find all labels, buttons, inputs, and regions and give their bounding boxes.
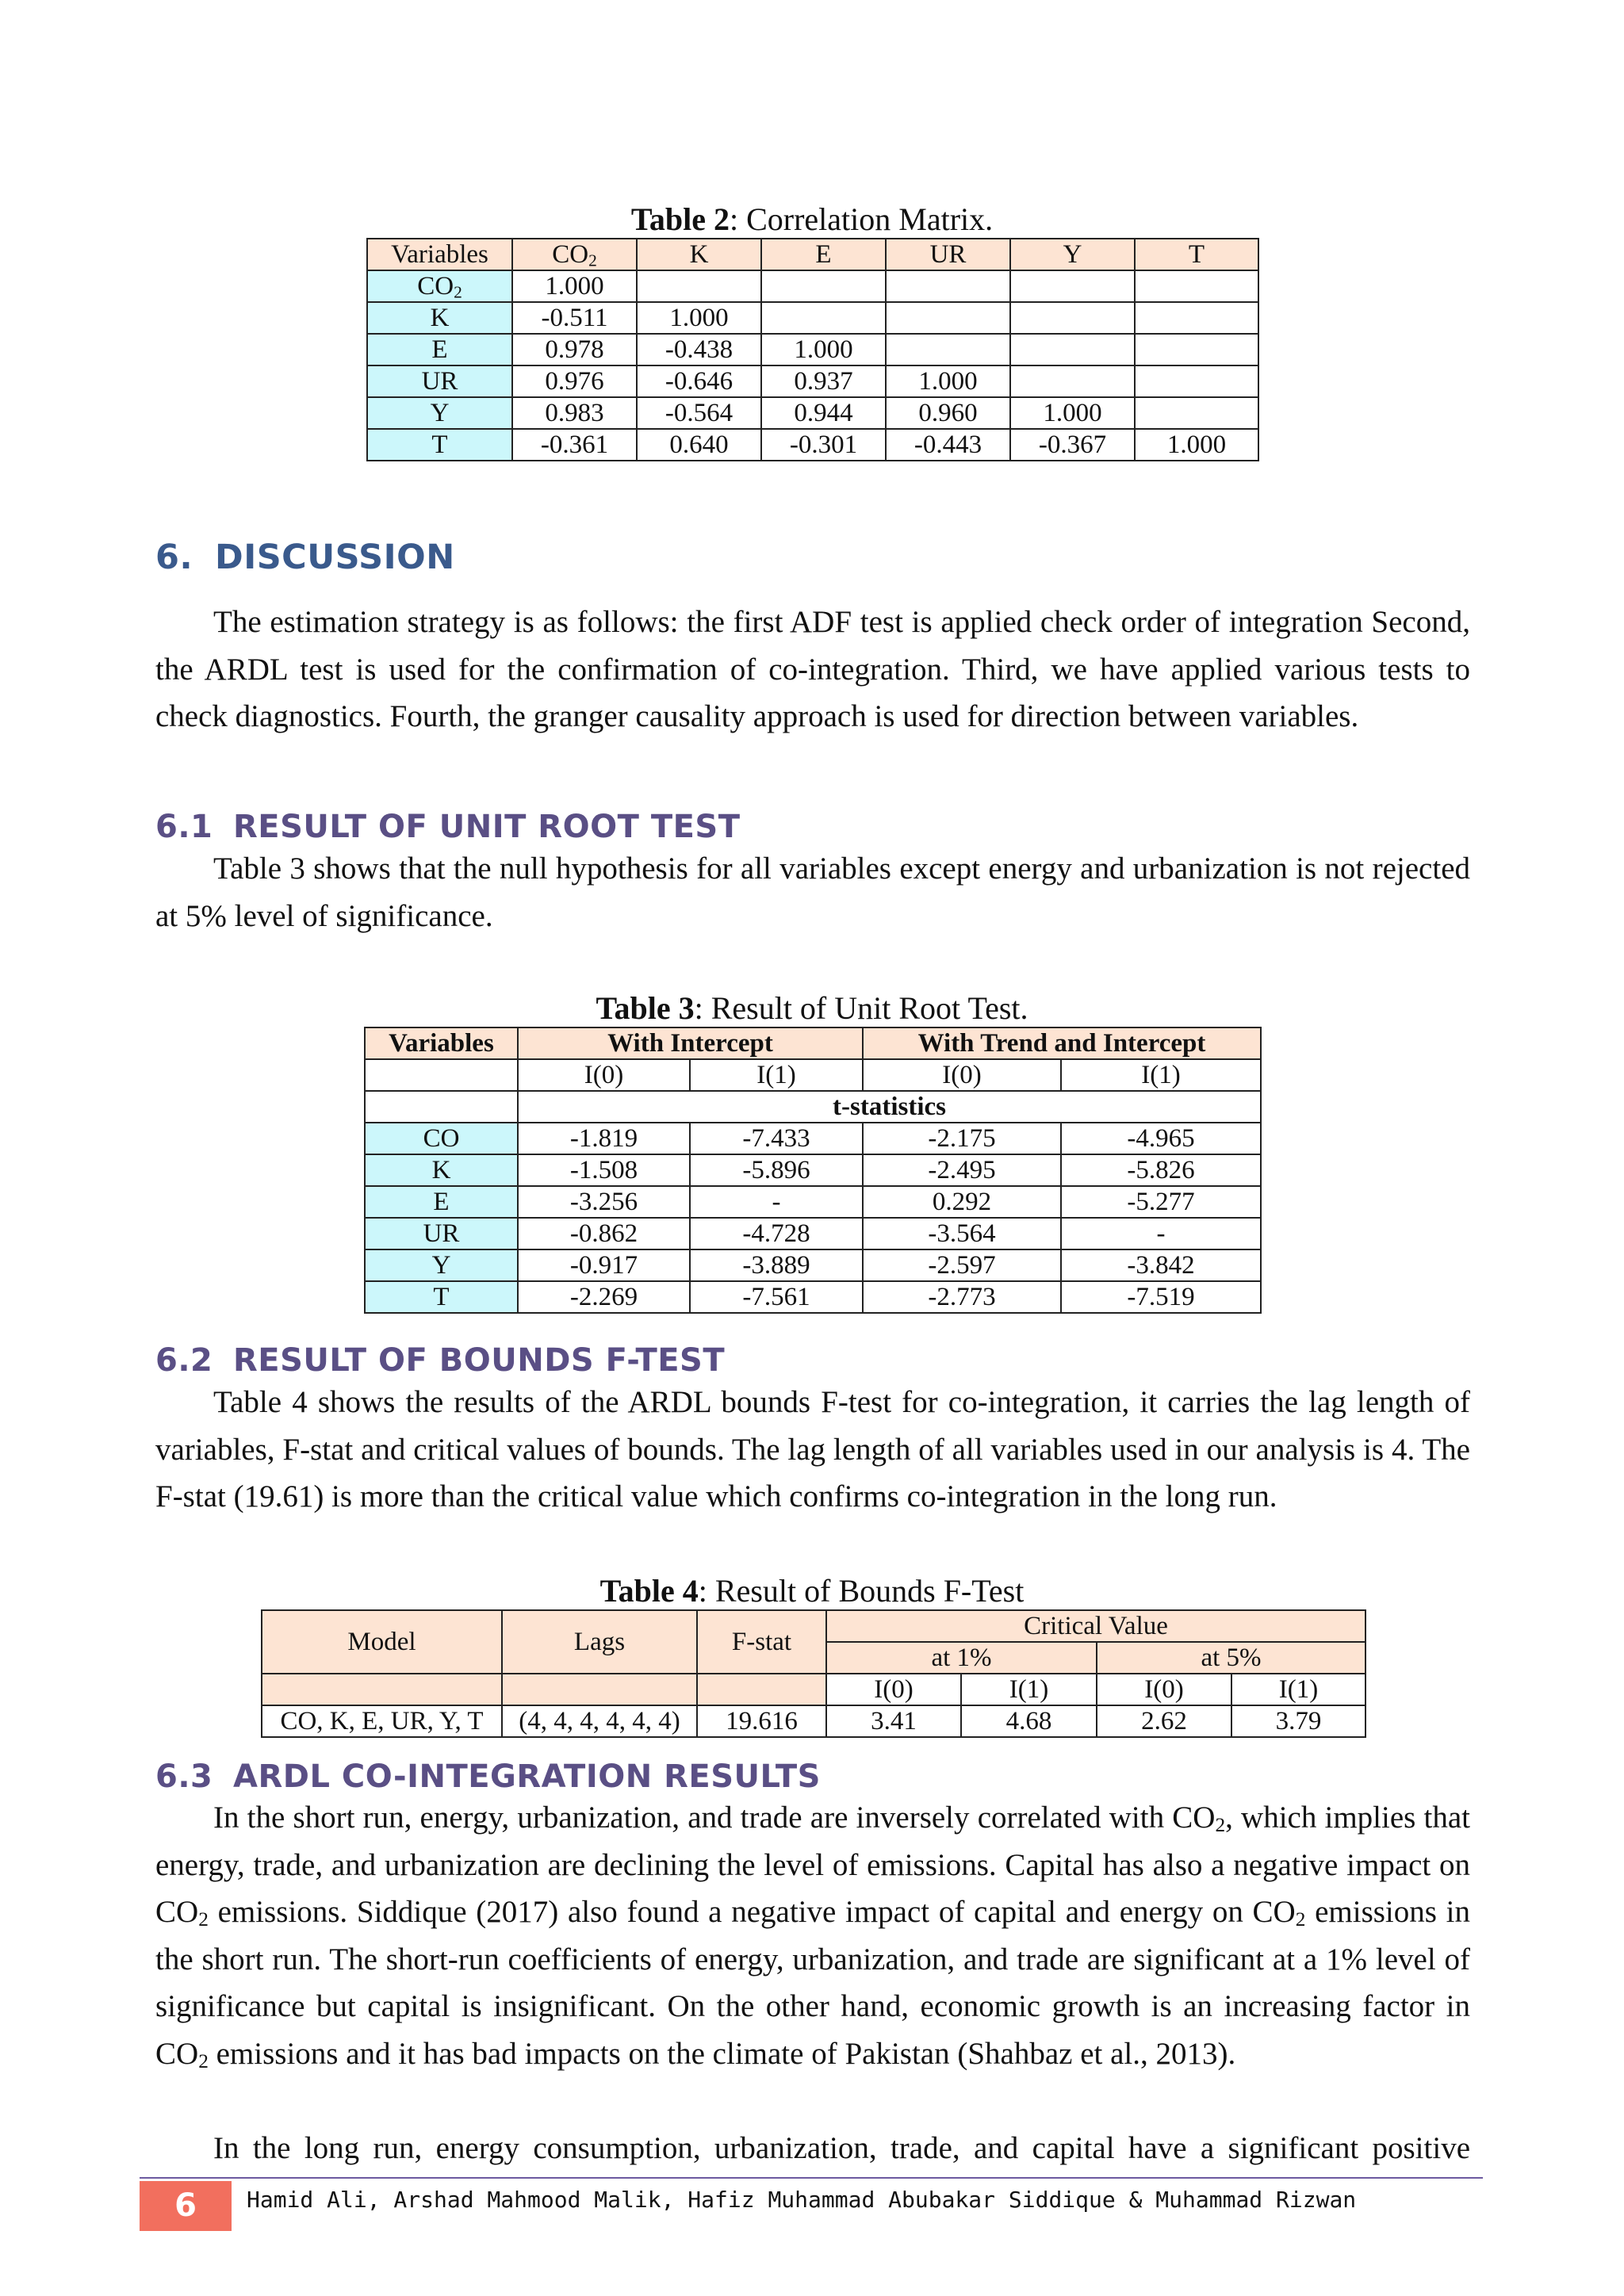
table-row	[262, 1705, 1365, 1737]
row-header-cell: T	[367, 429, 512, 461]
table-cell: 0.640	[637, 429, 761, 461]
table-row	[367, 302, 1258, 334]
header-cell: With Intercept	[518, 1027, 863, 1059]
row-header-cell: UR	[367, 365, 512, 397]
table-cell: 0.937	[761, 365, 886, 397]
table-cell: CO, K, E, UR, Y, T	[262, 1705, 502, 1737]
table-header-row	[367, 239, 1258, 270]
table-cell	[886, 302, 1010, 334]
table3-label: Table 3	[596, 990, 695, 1026]
table-cell: -2.495	[863, 1154, 1061, 1186]
table-cell	[1010, 334, 1135, 365]
table-cell: 2.62	[1097, 1705, 1231, 1737]
section-heading-ardl	[155, 1758, 821, 1795]
table-cell: 1.000	[637, 302, 761, 334]
table-cell: 0.983	[512, 397, 637, 429]
table-row	[365, 1186, 1261, 1218]
table-cell	[761, 302, 886, 334]
header-cell: UR	[886, 239, 1010, 270]
header-cell: Y	[1010, 239, 1135, 270]
table-cell: 1.000	[761, 334, 886, 365]
tstat-label: t-statistics	[518, 1091, 1261, 1123]
table-cell: 0.960	[886, 397, 1010, 429]
table-cell	[886, 270, 1010, 302]
table-row	[365, 1154, 1261, 1186]
paragraph-text: emissions. Siddique (2017) also found a negative impact of capital and energy on CO	[208, 1895, 1296, 1929]
table-header-row	[262, 1610, 1365, 1642]
section-number: 6.3	[155, 1758, 213, 1795]
paragraph-text: Table 4 shows the results of the ARDL bounds F-test for co-integration, it carries the lag length of variables, F-stat and critical values of bounds. The lag length of all variables used in our analysis is 4. The F-stat (19.61) is more than the critical value which confirms co-integration in the long run.	[155, 1385, 1470, 1513]
table-cell: -1.508	[518, 1154, 690, 1186]
table-cell: -3.889	[690, 1249, 863, 1281]
table-cell	[1135, 270, 1258, 302]
table-cell	[1135, 365, 1258, 397]
table-cell: 1.000	[886, 365, 1010, 397]
subheader-cell: I(1)	[961, 1674, 1097, 1705]
table-cell: 19.616	[697, 1705, 826, 1737]
discussion-paragraph	[155, 599, 1470, 740]
table-cell: -1.819	[518, 1123, 690, 1154]
empty-cell	[365, 1091, 518, 1123]
subheader-cell: I(0)	[518, 1059, 690, 1091]
section-number: 6.1	[155, 809, 213, 845]
table-subheader-row	[262, 1674, 1365, 1705]
table-cell: -5.277	[1061, 1186, 1261, 1218]
header-cell: E	[761, 239, 886, 270]
footer-authors: Hamid Ali, Arshad Mahmood Malik, Hafiz Muhammad Abubakar Siddique & Muhammad Rizwan	[247, 2187, 1357, 2213]
header-cell: at 5%	[1097, 1642, 1365, 1674]
header-cell: Variables	[367, 239, 512, 270]
row-header-cell: K	[367, 302, 512, 334]
table-cell: -5.896	[690, 1154, 863, 1186]
section-heading-bounds	[155, 1342, 725, 1379]
table-cell: 4.68	[961, 1705, 1097, 1737]
table-row	[367, 397, 1258, 429]
table-cell: -0.438	[637, 334, 761, 365]
table-cell	[761, 270, 886, 302]
table-cell	[1010, 302, 1135, 334]
ardl-paragraph-2	[155, 2125, 1470, 2172]
table-cell	[637, 270, 761, 302]
table-subheader-row	[365, 1059, 1261, 1091]
table-cell	[1135, 334, 1258, 365]
table-cell: 0.978	[512, 334, 637, 365]
subscript: 2	[1215, 1814, 1226, 1837]
table-cell: -	[690, 1186, 863, 1218]
table-cell: 1.000	[1135, 429, 1258, 461]
section-title: DISCUSSION	[215, 538, 455, 577]
footer-divider	[140, 2177, 1483, 2179]
table-cell: -0.564	[637, 397, 761, 429]
table-cell	[886, 334, 1010, 365]
table-cell: -0.862	[518, 1218, 690, 1249]
table-cell: -4.965	[1061, 1123, 1261, 1154]
paragraph-text: In the long run, energy consumption, urbanization, trade, and capital have a significant positive	[213, 2131, 1470, 2165]
header-cell: K	[637, 239, 761, 270]
section-title: RESULT OF BOUNDS F-TEST	[233, 1342, 726, 1379]
paragraph-text: emissions and it has bad impacts on the climate of Pakistan (Shahbaz et al., 2013).	[208, 2036, 1236, 2071]
section-heading-discussion	[155, 538, 455, 577]
subscript: 2	[1295, 1908, 1306, 1931]
table-cell: -2.773	[863, 1281, 1061, 1313]
subscript: 2	[198, 1908, 209, 1931]
table-cell: -7.433	[690, 1123, 863, 1154]
table-cell: -3.564	[863, 1218, 1061, 1249]
table-cell: -0.301	[761, 429, 886, 461]
table-cell: 3.41	[826, 1705, 961, 1737]
subscript: 2	[198, 2049, 209, 2072]
table-cell: 3.79	[1231, 1705, 1365, 1737]
table-cell: 1.000	[1010, 397, 1135, 429]
table-row	[367, 365, 1258, 397]
table-cell: -2.269	[518, 1281, 690, 1313]
header-cell: With Trend and Intercept	[863, 1027, 1261, 1059]
correlation-matrix-table	[366, 238, 1259, 461]
table-cell: -7.561	[690, 1281, 863, 1313]
table3-title: : Result of Unit Root Test.	[694, 990, 1028, 1026]
row-header-cell: K	[365, 1154, 518, 1186]
row-header-cell: CO	[365, 1123, 518, 1154]
table-subheader-row	[365, 1091, 1261, 1123]
row-header-cell: Y	[365, 1249, 518, 1281]
section-number: 6.	[155, 538, 193, 577]
subheader-cell: I(1)	[1231, 1674, 1365, 1705]
table-row	[365, 1281, 1261, 1313]
table-row	[367, 429, 1258, 461]
paragraph-text: Table 3 shows that the null hypothesis for all variables except energy and urbanization is not rejected at 5% level of significance.	[155, 851, 1470, 933]
row-header-cell: E	[367, 334, 512, 365]
table-row	[367, 334, 1258, 365]
table-cell: -4.728	[690, 1218, 863, 1249]
section-title: RESULT OF UNIT ROOT TEST	[233, 809, 741, 845]
row-header-cell: T	[365, 1281, 518, 1313]
table-cell: -	[1061, 1218, 1261, 1249]
table-cell	[1010, 365, 1135, 397]
header-cell: $CO_2$	[512, 239, 637, 270]
table-row	[365, 1249, 1261, 1281]
section-number: 6.2	[155, 1342, 213, 1379]
table-cell: (4, 4, 4, 4, 4, 4)	[502, 1705, 697, 1737]
empty-cell	[365, 1059, 518, 1091]
empty-cell	[697, 1674, 826, 1705]
page-number: 6	[140, 2181, 232, 2231]
table-cell: -0.511	[512, 302, 637, 334]
empty-cell	[262, 1674, 502, 1705]
paragraph-text: In the short run, energy, urbanization, and trade are inversely correlated with CO	[213, 1800, 1216, 1835]
table-cell: -0.361	[512, 429, 637, 461]
table-cell: -5.826	[1061, 1154, 1261, 1186]
table4-caption	[0, 1572, 1624, 1609]
table-cell: -2.597	[863, 1249, 1061, 1281]
empty-cell	[502, 1674, 697, 1705]
table-cell	[1135, 397, 1258, 429]
row-header-cell: E	[365, 1186, 518, 1218]
bounds-test-table	[261, 1609, 1366, 1738]
table-cell: 0.292	[863, 1186, 1061, 1218]
table2-caption	[0, 201, 1624, 238]
ardl-paragraph-1	[155, 1794, 1470, 2077]
table4-title: : Result of Bounds F-Test	[698, 1573, 1025, 1609]
header-cell: Lags	[502, 1610, 697, 1674]
table-cell: 0.944	[761, 397, 886, 429]
table-cell: -0.917	[518, 1249, 690, 1281]
bounds-paragraph	[155, 1379, 1470, 1521]
table-cell: -7.519	[1061, 1281, 1261, 1313]
table-cell: -0.367	[1010, 429, 1135, 461]
paragraph-text: The estimation strategy is as follows: the first ADF test is applied check order of integration Second, the ARDL test is used for the confirmation of co-integration. Third, we have applied various tests to check diagnostics. Fourth, the granger causality approach is used for direction between variables.	[155, 605, 1470, 733]
table-cell: -0.646	[637, 365, 761, 397]
table-cell	[1135, 302, 1258, 334]
subheader-cell: I(0)	[863, 1059, 1061, 1091]
header-cell: Critical Value	[826, 1610, 1365, 1642]
table2-title: : Correlation Matrix.	[729, 201, 994, 237]
table3-caption	[0, 989, 1624, 1027]
subheader-cell: I(1)	[690, 1059, 863, 1091]
table-cell	[1010, 270, 1135, 302]
unit-root-paragraph	[155, 845, 1470, 939]
paragraph-text: emissions in the short run. The short-run coefficients of energy, urbanization, and trade are significant at a 1% level of significance but capital is insignificant. On the other hand, economic growth is an increasing factor in CO	[155, 1895, 1470, 2071]
table-cell: 0.976	[512, 365, 637, 397]
unit-root-table	[364, 1027, 1262, 1314]
row-header-cell: Y	[367, 397, 512, 429]
table-cell: -2.175	[863, 1123, 1061, 1154]
table-row	[365, 1218, 1261, 1249]
header-cell: at 1%	[826, 1642, 1097, 1674]
section-heading-unit-root	[155, 809, 741, 845]
subheader-cell: I(1)	[1061, 1059, 1261, 1091]
table-cell: -3.256	[518, 1186, 690, 1218]
table-row	[367, 270, 1258, 302]
header-cell: Variables	[365, 1027, 518, 1059]
row-header-cell: $CO_2$	[367, 270, 512, 302]
subheader-cell: I(0)	[1097, 1674, 1231, 1705]
table-row	[365, 1123, 1261, 1154]
table-cell: -3.842	[1061, 1249, 1261, 1281]
table2-label: Table 2	[630, 201, 730, 237]
table-header-row	[365, 1027, 1261, 1059]
table4-label: Table 4	[599, 1573, 699, 1609]
subheader-cell: I(0)	[826, 1674, 961, 1705]
header-cell: F-stat	[697, 1610, 826, 1674]
table-cell: 1.000	[512, 270, 637, 302]
header-cell: T	[1135, 239, 1258, 270]
paragraph-text: , which implies that energy, trade, and urbanization are declining the level of emissions. Capital has also a negative impact on CO	[155, 1800, 1470, 1929]
row-header-cell: UR	[365, 1218, 518, 1249]
table-cell: -0.443	[886, 429, 1010, 461]
section-title: ARDL CO-INTEGRATION RESULTS	[233, 1758, 821, 1795]
header-cell: Model	[262, 1610, 502, 1674]
